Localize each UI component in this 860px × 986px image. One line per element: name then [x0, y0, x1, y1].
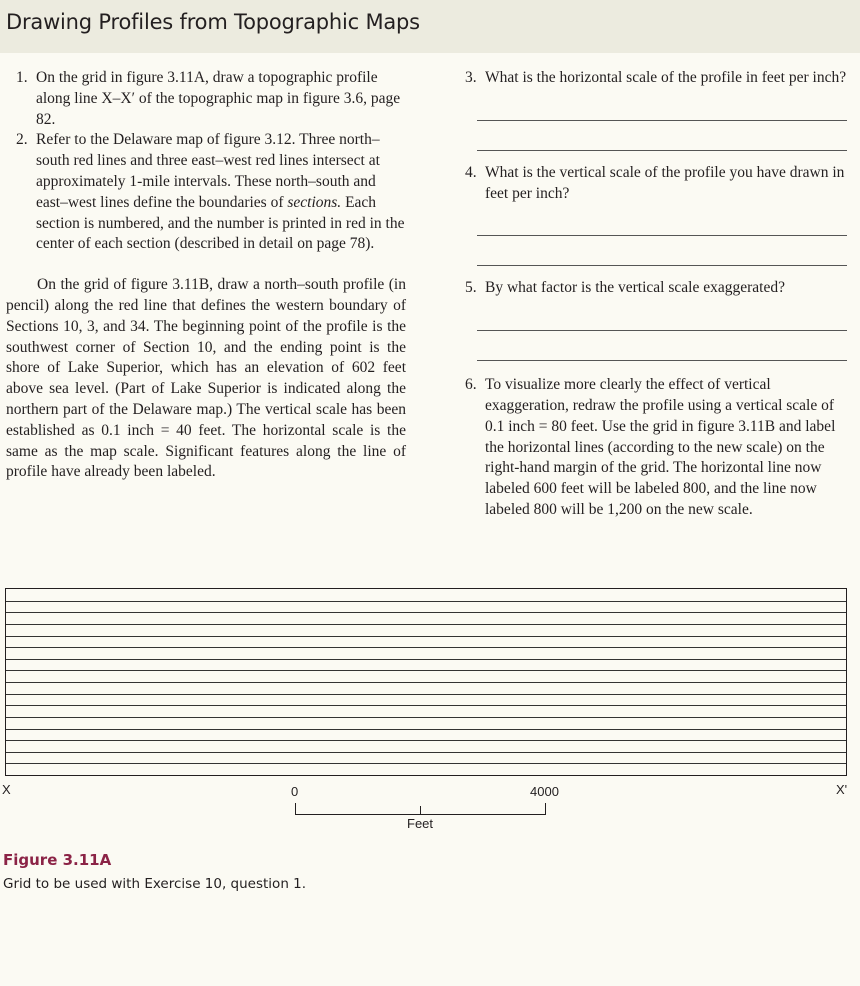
answer-line[interactable] [477, 331, 847, 361]
grid-line [6, 682, 846, 683]
question-number: 4. [465, 163, 477, 181]
grid-label-x-prime: X' [836, 782, 848, 797]
question-text: By what factor is the vertical scale exaggerated? [485, 279, 785, 297]
scale-label-zero: 0 [291, 784, 299, 799]
grid-line [6, 670, 846, 671]
grid-line [6, 740, 846, 741]
grid-label-x: X [2, 782, 11, 797]
question-2 [6, 130, 406, 255]
page-title: Drawing Profiles from Topographic Maps [6, 10, 420, 34]
grid-line [6, 694, 846, 695]
answer-line[interactable] [477, 121, 847, 151]
answer-line[interactable] [477, 301, 847, 331]
question-6 [455, 375, 847, 521]
question-number: 2. [16, 131, 28, 149]
profile-grid[interactable] [5, 588, 847, 776]
page-header [0, 0, 860, 53]
grid-line [6, 659, 846, 660]
emphasis-term: sections. [287, 193, 342, 211]
question-text: On the grid in figure 3.11A, draw a topographic profile along line X–X′ of the topographic map in figure 3.6, page 82. [36, 69, 401, 128]
question-text: To visualize more clearly the effect of vertical exaggeration, redraw the profile using a vertical scale of 0.1 inch = 80 feet. Use the grid in figure 3.11B and label the horizontal lines (according to the new scale) on the right-hand margin of the grid. The horizontal line now labeled 600 feet will be labeled 800, and the line now labeled 800 will be 1,200 on the new scale. [485, 376, 836, 518]
question-number: 5. [465, 279, 477, 297]
question-number: 6. [465, 376, 477, 394]
question-text-continued: Each section is numbered, and the number is printed in red in the center of each section (described in detail on page 78). [36, 193, 405, 253]
question-4 [455, 163, 847, 205]
instruction-paragraph: On the grid of figure 3.11B, draw a north–south profile (in pencil) along the red line that defines the western boundary of Sections 10, 3, and 34. The beginning point of the profile is the southwest corner of Section 10, and the ending point is the shore of Lake Superior, which has an elevation of 602 feet above sea level. (Part of Lake Superior is indicated along the northern part of the Delaware map.) The vertical scale has been established as 0.1 inch = 40 feet. The horizontal scale is the same as the map scale. Significant features along the line of profile have already been labeled. [6, 276, 406, 481]
question-number: 3. [465, 69, 477, 86]
grid-line [6, 705, 846, 706]
left-column [6, 68, 406, 483]
answer-line[interactable] [477, 236, 847, 266]
answer-lines-4 [455, 206, 847, 266]
answer-lines-5 [455, 301, 847, 361]
question-5 [455, 278, 847, 299]
question-text: What is the vertical scale of the profile you have drawn in feet per inch? [485, 163, 845, 202]
grid-line [6, 636, 846, 637]
answer-line[interactable] [477, 91, 847, 121]
grid-line [6, 624, 846, 625]
grid-line [6, 763, 846, 764]
answer-lines-3 [455, 91, 847, 151]
grid-line [6, 612, 846, 613]
answer-line[interactable] [477, 206, 847, 236]
question-text: Refer to the Delaware map of figure 3.12. Three north–south red lines and three east–west red lines intersect at approximately 1-mile intervals. These north–south and east–west lines define the boundaries of [36, 131, 380, 211]
question-text: What is the horizontal scale of the profile in feet per inch? [485, 69, 847, 86]
figure-caption: Grid to be used with Exercise 10, question 1. [3, 876, 307, 892]
scale-label-max: 4000 [530, 784, 559, 799]
question-3 [455, 68, 847, 89]
grid-line [6, 752, 846, 753]
question-1 [6, 68, 406, 130]
figure-title: Figure 3.11A [3, 851, 112, 869]
grid-line [6, 717, 846, 718]
right-column [455, 68, 847, 521]
grid-line [6, 729, 846, 730]
question-number: 1. [16, 69, 28, 86]
scale-bar-midtick [420, 806, 421, 815]
grid-line [6, 647, 846, 648]
grid-line [6, 601, 846, 602]
scale-unit-label: Feet [407, 816, 434, 831]
